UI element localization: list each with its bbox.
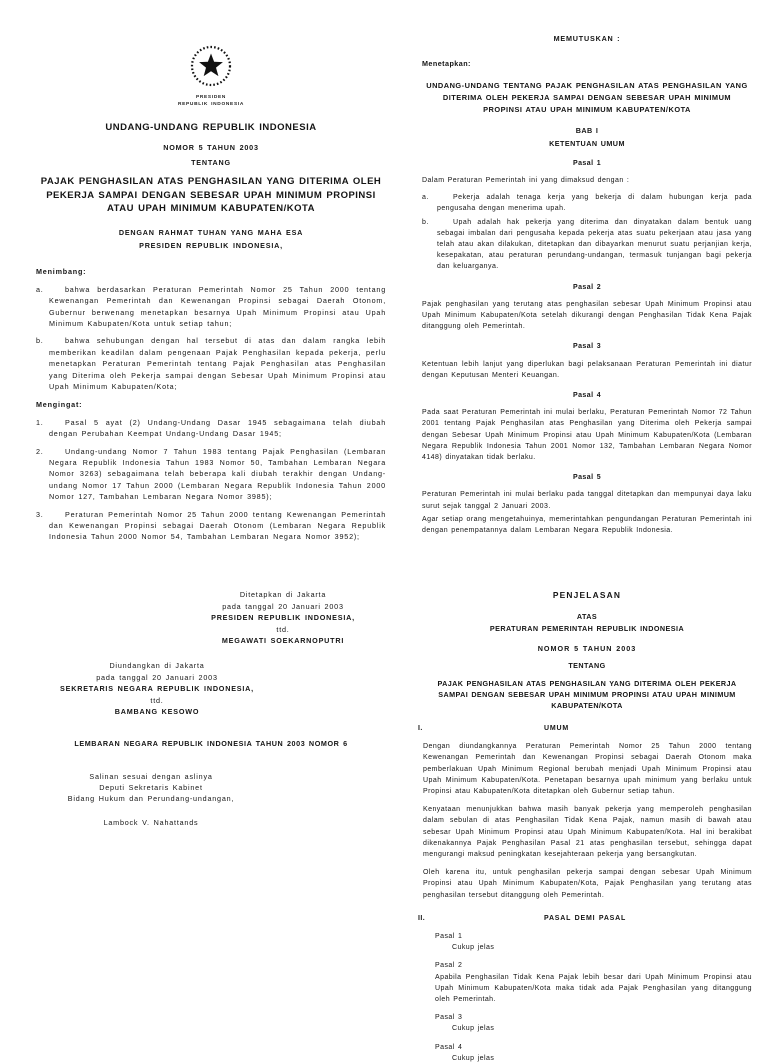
mengingat-label: Mengingat: [36, 400, 83, 410]
pasal-note: Cukup jelas [452, 1054, 495, 1062]
emblem-caption-line2: REPUBLIK INDONESIA [177, 101, 245, 107]
memutuskan-heading: MEMUTUSKAN : [553, 34, 621, 43]
item-text: bahwa berdasarkan Peraturan Pemerintah Nomor 25 Tahun 2000 tentang Kewenangan Pemerintah dan Kewenangan Propinsi sebagai Daerah Otonom, Gubernur berwenang menetapkan besarnya Upah Minimum Propinsi atau Upah Minimum Kabupaten/Kota untuk setiap tahun; [49, 284, 386, 328]
section-marker: II. [418, 914, 426, 922]
sign-line: Diundangkan di Jakarta [109, 660, 205, 670]
item-text: Pasal 5 ayat (2) Undang-Undang Dasar 1945 sebagaimana telah diubah dengan Perubahan Keempat Undang-Undang Dasar 1945; [49, 417, 386, 439]
lembaran-negara-line: LEMBARAN NEGARA REPUBLIK INDONESIA TAHUN 2003 NOMOR 6 [74, 738, 348, 748]
pasal-3-heading: Pasal 3 [572, 343, 602, 351]
penjelasan-title: PAJAK PENGHASILAN ATAS PENGHASILAN YANG DITERIMA OLEH PEKERJA SAMPAI DENGAN SEBESAR UPAH MINIMUM PROPINSI ATAU UPAH MINIMUM KABUPATEN/KOTA [437, 679, 737, 711]
mengingat-item [36, 446, 386, 503]
pp-ri-line: PERATURAN PEMERINTAH REPUBLIK INDONESIA [489, 624, 685, 634]
penjelasan-heading: PENJELASAN [552, 590, 622, 600]
umum-section-heading [418, 723, 752, 734]
penjelasan-pasal-item [435, 1042, 752, 1064]
pasal-1-item [422, 217, 752, 273]
pasal-2-text: Pajak penghasilan yang terutang atas penghasilan sebesar Upah Minimum Propinsi atau Upah Minimum Kabupaten/Kota setelah dikurangi dengan Penghasilan Tidak Kena Pajak ditanggung oleh Pemerintah. [422, 300, 752, 331]
garuda-star-emblem-icon [187, 44, 235, 92]
umum-paragraph: Kenyataan menunjukkan bahwa masih banyak pekerja yang memperoleh penghasilan dalam sebulan di atas Penghasilan Tidak Kena Pajak, namun masih di bawah atau sebesar Upah Minimum Propinsi atau Upah Minimum Kabupaten/Kota. Hal ini berakibat dikenakannya Pajak Penghasilan Pasal 21 atas penghasilan tersebut, sehingga dapat mengurangi maksud peningkatan kesejahteraan pekerja yang bersangkutan. [423, 806, 752, 859]
umum-paragraph: Oleh karena itu, untuk penghasilan pekerja sampai dengan sebesar Upah Minimum Propinsi atau Upah Minimum Kabupaten/Kota, Pajak Penghasilan yang terutang atas penghasilan tersebut ditanggung oleh Pemerintah. [423, 869, 752, 899]
salinan-line: Deputi Sekretaris Kabinet [99, 782, 203, 792]
pasal-5-heading: Pasal 5 [572, 474, 602, 482]
law-number: NOMOR 5 TAHUN 2003 [163, 143, 259, 153]
mengingat-item [36, 417, 386, 440]
tentang-label: TENTANG [191, 157, 231, 167]
pasal-1-heading: Pasal 1 [572, 159, 602, 167]
pasal-4-heading: Pasal 4 [572, 392, 602, 400]
rahmat-line: DENGAN RAHMAT TUHAN YANG MAHA ESA [118, 227, 304, 237]
penjelasan-pasal-item [435, 931, 752, 953]
president-signature-block [168, 589, 398, 647]
section-label: PASAL DEMI PASAL [544, 914, 627, 922]
item-marker: a. [422, 194, 429, 202]
bab-title: KETENTUAN UMUM [549, 138, 625, 148]
salinan-line: Bidang Hukum dan Perundang-undangan, [67, 793, 235, 803]
pasal-note: Cukup jelas [452, 944, 495, 952]
pp-number: NOMOR 5 TAHUN 2003 [537, 643, 637, 653]
pasal-1-intro: Dalam Peraturan Pemerintah ini yang dimaksud dengan : [422, 177, 630, 185]
pasal-label: Pasal 2 [435, 962, 463, 970]
menimbang-item [36, 284, 386, 330]
item-text: Upah adalah hak pekerja yang diterima dan dinyatakan dalam bentuk uang sebagai imbalan dari pengusaha kepada pekerja atas suatu pekerjaan atau jasa yang telah atau akan dilakukan, ditetapkan dan dibayarkan menurut suatu perjanjian kerja, kesepakatan, atau peraturan perundang-undangan, termasuk tunjangan bagi pekerja dan keluarganya. [437, 218, 752, 271]
salinan-block [36, 772, 266, 804]
page-1-law-header [36, 44, 386, 543]
section-marker: I. [418, 725, 423, 733]
item-text: Pekerja adalah tenaga kerja yang bekerja di dalam hubungan kerja pada pengusaha dengan menerima upah. [437, 194, 752, 213]
ttd-line: ttd. [150, 695, 164, 705]
sign-line: SEKRETARIS NEGARA REPUBLIK INDONESIA, [60, 684, 254, 694]
pasal-demi-pasal-heading [418, 913, 752, 924]
presiden-line: PRESIDEN REPUBLIK INDONESIA, [139, 240, 283, 250]
secretary-signature-block [42, 660, 272, 718]
emblem-caption-line1: PRESIDEN [195, 95, 227, 101]
law-heading: UNDANG-UNDANG REPUBLIK INDONESIA [105, 121, 317, 133]
pasal-note: Cukup jelas [452, 1025, 495, 1033]
page-2-regulation-body [422, 26, 752, 536]
item-text: Peraturan Pemerintah Nomor 25 Tahun 2000 tentang Kewenangan Pemerintah dan Kewenangan Propinsi sebagai Daerah Otonom (Lembaran Negara Republik Indonesia Tahun 2000 Nomor 54, Tambahan Lembaran Negara Nomor 3952); [49, 509, 386, 542]
sign-line: pada tanggal 20 Januari 2003 [96, 672, 218, 682]
menimbang-item [36, 335, 386, 392]
penjelasan-pasal-item [435, 960, 752, 1005]
signatory-name: BAMBANG KESOWO [114, 707, 200, 717]
decision-title: UNDANG-UNDANG TENTANG PAJAK PENGHASILAN ATAS PENGHASILAN YANG DITERIMA OLEH PEKERJA SAMPAI DENGAN SEBESAR UPAH MINIMUM PROPINSI ATAU UPAH MINIMUM KABUPATEN/KOTA [426, 81, 748, 115]
umum-paragraph: Dengan diundangkannya Peraturan Pemerintah Nomor 25 Tahun 2000 tentang Kewenangan Pemerintah dan Kewenangan Propinsi sebagai Daerah Otonom maka pemberlakuan Upah Minimum Regional berubah menjadi Upah Minimum Propinsi atau Upah Minimum Kabupaten/Kota. Penetapan besarnya upah minimum yang berlaku untuk Propinsi atau Kabupaten/Kota ditetapkan oleh Gubernur setiap tahun. [423, 743, 752, 796]
pasal-label: Pasal 4 [435, 1043, 463, 1051]
salinan-signatory-name: Lambock V. Nahattands [103, 818, 199, 828]
page-3-signatures [36, 583, 386, 829]
item-marker: a. [36, 284, 44, 294]
ttd-line: ttd. [276, 624, 290, 634]
sign-line: pada tanggal 20 Januari 2003 [222, 601, 344, 611]
pasal-label: Pasal 1 [435, 933, 463, 941]
sign-line: PRESIDEN REPUBLIK INDONESIA, [211, 613, 355, 623]
item-text: Undang-undang Nomor 7 Tahun 1983 tentang Pajak Penghasilan (Lembaran Negara Republik Indonesia Tahun 1983 Nomor 50, Tambahan Lembaran Negara Nomor 3263) sebagaimana telah beberapa kali diubah terakhir dengan Undang-undang Nomor 17 Tahun 2000 (Lembaran Negara Republik Indonesia Tahun 2000 Nomor 127, Tambahan Lembaran Negara Nomor 3985); [49, 446, 386, 502]
item-marker: 3. [36, 509, 44, 519]
page-4-penjelasan [418, 582, 752, 1064]
penjelasan-pasal-item [435, 1012, 752, 1034]
signatory-name: MEGAWATI SOEKARNOPUTRI [221, 636, 345, 646]
law-title: PAJAK PENGHASILAN ATAS PENGHASILAN YANG DITERIMA OLEH PEKERJA SAMPAI DENGAN SEBESAR UPAH MINIMUM PROPINSI ATAU UPAH MINIMUM KABUPATEN/KOTA [40, 176, 382, 215]
pasal-5-text-2: Agar setiap orang mengetahuinya, memerintahkan pengundangan Peraturan Pemerintah ini dengan penempatannya dalam Lembaran Negara Republik Indonesia. [422, 515, 752, 535]
pasal-4-text: Pada saat Peraturan Pemerintah ini mulai berlaku, Peraturan Pemerintah Nomor 72 Tahun 2001 tentang Pajak Penghasilan atas Penghasilan yang Diterima oleh Pekerja sampai dengan Sebesar Upah Minimum Propinsi atau Upah Minimum Kabupaten/Kota (Lembaran Negara Republik Indonesia Tahun 2001 Nomor 132, Tambahan Lembaran Negara Nomor 4148) dinyatakan tidak berlaku. [422, 409, 752, 462]
pasal-label: Pasal 3 [435, 1014, 463, 1022]
item-marker: 2. [36, 446, 44, 456]
tentang-label: TENTANG [568, 660, 606, 670]
sign-line: Ditetapkan di Jakarta [239, 590, 327, 599]
pasal-2-heading: Pasal 2 [572, 283, 602, 291]
item-marker: b. [422, 218, 429, 226]
pasal-note: Apabila Penghasilan Tidak Kena Pajak lebih besar dari Upah Minimum Propinsi atau Upah Minimum Kabupaten/Kota maka tidak ada Pajak Penghasilan yang ditanggung oleh Pemerintah. [435, 973, 752, 1004]
salinan-line: Salinan sesuai dengan aslinya [89, 772, 213, 782]
pasal-3-text: Ketentuan lebih lanjut yang diperlukan bagi pelaksanaan Peraturan Pemerintah ini diatur dengan Keputusan Menteri Keuangan. [422, 360, 752, 379]
item-text: bahwa sehubungan dengan hal tersebut di atas dan dalam rangka lebih memberikan keadilan dalam pengenaan Pajak Penghasilan kepada pekerja, perlu menetapkan Peraturan Pemerintah tentang Pajak Penghasilan atas Penghasilan yang Diterima oleh Pekerja sampai dengan Sebesar Upah Minimum Propinsi atau Upah Minimum Kabupaten/Kota; [49, 336, 386, 391]
menimbang-label: Menimbang: [36, 267, 87, 277]
presidential-emblem [36, 44, 386, 108]
pasal-5-text-1: Peraturan Pemerintah ini mulai berlaku pada tanggal ditetapkan dan mempunyai daya laku surut sejak tanggal 2 Januari 2003. [422, 491, 752, 510]
item-marker: b. [36, 336, 44, 346]
bab-number: BAB I [575, 126, 599, 136]
menetapkan-label: Menetapkan: [422, 59, 471, 69]
item-marker: 1. [36, 417, 44, 427]
pasal-1-item [422, 192, 752, 214]
mengingat-item [36, 509, 386, 543]
section-label: UMUM [544, 725, 569, 733]
atas-label: ATAS [576, 612, 598, 622]
